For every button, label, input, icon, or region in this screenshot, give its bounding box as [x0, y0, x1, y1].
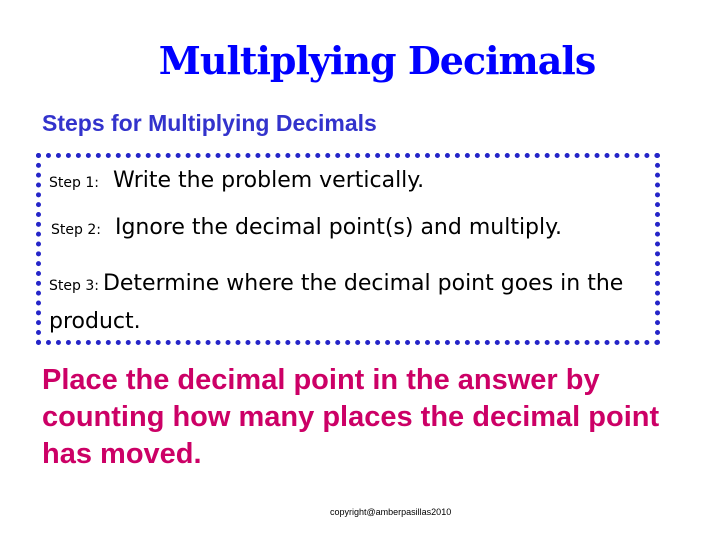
step-2-tag: Step 2: — [51, 222, 101, 238]
steps-box — [36, 153, 660, 345]
slide-title: Multiplying Decimals — [158, 38, 596, 83]
copyright-notice: copyright@amberpasillas2010 — [330, 507, 452, 517]
step-2-text: Ignore the decimal point(s) and multiply. — [114, 215, 563, 240]
steps-heading: Steps for Multiplying Decimals — [42, 110, 377, 136]
step-1 — [49, 168, 424, 193]
step-1-text: Write the problem vertically. — [112, 168, 425, 193]
step-3 — [49, 266, 649, 341]
step-1-tag: Step 1: — [49, 175, 99, 191]
step-2 — [51, 215, 562, 240]
step-3-tag: Step 3: — [49, 278, 99, 294]
key-rule-text: Place the decimal point in the answer by counting how many places the decimal point has moved. — [42, 364, 660, 470]
step-3-text: Determine where the decimal point goes in the product. — [49, 271, 624, 334]
